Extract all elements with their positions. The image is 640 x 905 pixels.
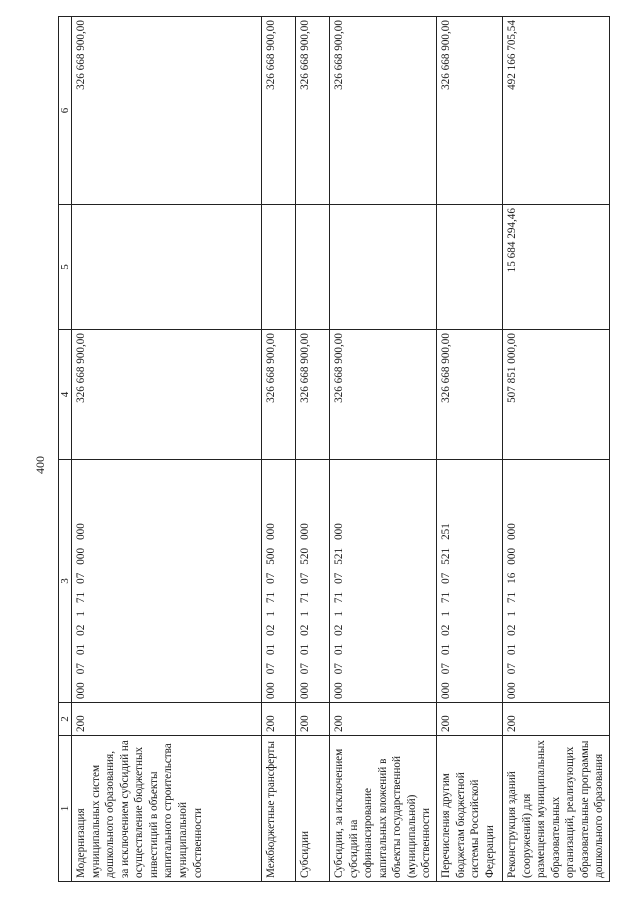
table-row bbox=[502, 17, 609, 882]
code-segment: 71 bbox=[333, 591, 345, 604]
table-row bbox=[262, 17, 296, 882]
code-segment: 07 bbox=[299, 572, 311, 584]
column-header: 6 bbox=[59, 17, 72, 205]
table-row bbox=[296, 17, 330, 882]
code-segment: 01 bbox=[505, 643, 518, 656]
budget-code-cell bbox=[330, 460, 437, 703]
code-segment: 07 bbox=[439, 572, 452, 584]
row-name-cell: Субсидии, за исключением субсидий на софинансирование капитальных вложений в объекты государственной (муниципальной) собственности bbox=[330, 736, 437, 882]
code-segment: 000 bbox=[505, 682, 518, 699]
table-row bbox=[72, 17, 262, 882]
code-segment: 000 bbox=[265, 523, 277, 540]
amount-col4-cell: 326 668 900,00 bbox=[330, 330, 437, 460]
row-name-cell: Субсидии bbox=[296, 736, 330, 882]
code-segment: 07 bbox=[333, 663, 345, 675]
budget-code-cell bbox=[502, 460, 609, 703]
admin-code-cell: 200 bbox=[72, 703, 262, 736]
code-segment: 251 bbox=[439, 523, 452, 540]
code-segment: 000 bbox=[265, 682, 277, 699]
code-segment: 02 bbox=[299, 624, 311, 636]
amount-col6-cell: 492 166 705,54 bbox=[502, 17, 609, 205]
column-header: 1 bbox=[59, 736, 72, 882]
code-segment: 71 bbox=[439, 591, 452, 604]
amount-col6-cell: 326 668 900,00 bbox=[436, 17, 502, 205]
code-segment: 01 bbox=[439, 643, 452, 656]
code-segment: 1 bbox=[299, 611, 311, 617]
code-segment: 71 bbox=[75, 591, 87, 604]
code-segment: 000 bbox=[333, 523, 345, 540]
code-segment: 07 bbox=[333, 572, 345, 584]
code-segment: 521 bbox=[333, 547, 345, 565]
amount-col5-cell: 15 684 294,46 bbox=[502, 205, 609, 330]
code-segment: 000 bbox=[75, 547, 87, 565]
budget-code-cell bbox=[296, 460, 330, 703]
code-segment: 71 bbox=[505, 591, 518, 604]
code-segment: 07 bbox=[265, 663, 277, 675]
amount-col6-cell: 326 668 900,00 bbox=[262, 17, 296, 205]
amount-col4-cell: 326 668 900,00 bbox=[436, 330, 502, 460]
column-header: 5 bbox=[59, 205, 72, 330]
code-segment: 000 bbox=[505, 547, 518, 565]
code-segment: 1 bbox=[75, 611, 87, 617]
admin-code-cell: 200 bbox=[330, 703, 437, 736]
rotated-table-wrapper bbox=[58, 17, 606, 882]
code-segment: 02 bbox=[265, 624, 277, 636]
code-segment: 02 bbox=[333, 624, 345, 636]
code-segment: 000 bbox=[299, 682, 311, 699]
amount-col5-cell bbox=[330, 205, 437, 330]
budget-code-cell bbox=[436, 460, 502, 703]
code-segment: 000 bbox=[299, 523, 311, 540]
row-name-cell: Модернизация муниципальных систем дошкольного образования, за исключением субсидий на осуществление бюджетных инвестиций в объекты капитального строительства муниципальной собственности bbox=[72, 736, 262, 882]
amount-col5-cell bbox=[262, 205, 296, 330]
amount-col5-cell bbox=[436, 205, 502, 330]
code-segment: 01 bbox=[265, 643, 277, 656]
column-number-row bbox=[59, 17, 72, 882]
column-header: 3 bbox=[59, 460, 72, 703]
column-header: 2 bbox=[59, 703, 72, 736]
code-segment: 71 bbox=[299, 591, 311, 604]
code-segment: 16 bbox=[505, 572, 518, 584]
row-name-cell: Межбюджетные трансферты bbox=[262, 736, 296, 882]
code-segment: 07 bbox=[75, 572, 87, 584]
page-number: 400 bbox=[33, 456, 47, 474]
admin-code-cell: 200 bbox=[436, 703, 502, 736]
code-segment: 01 bbox=[75, 643, 87, 656]
code-segment: 1 bbox=[265, 611, 277, 617]
amount-col4-cell: 507 851 000,00 bbox=[502, 330, 609, 460]
amount-col4-cell: 326 668 900,00 bbox=[72, 330, 262, 460]
code-segment: 000 bbox=[75, 682, 87, 699]
code-segment: 1 bbox=[439, 611, 452, 617]
code-segment: 02 bbox=[439, 624, 452, 636]
code-segment: 000 bbox=[75, 523, 87, 540]
column-header: 4 bbox=[59, 330, 72, 460]
code-segment: 07 bbox=[505, 663, 518, 675]
code-segment: 01 bbox=[333, 643, 345, 656]
amount-col6-cell: 326 668 900,00 bbox=[296, 17, 330, 205]
code-segment: 02 bbox=[75, 624, 87, 636]
amount-col6-cell: 326 668 900,00 bbox=[330, 17, 437, 205]
budget-table bbox=[58, 16, 610, 882]
amount-col5-cell bbox=[296, 205, 330, 330]
code-segment: 000 bbox=[439, 682, 452, 699]
code-segment: 520 bbox=[299, 547, 311, 565]
code-segment: 07 bbox=[265, 572, 277, 584]
code-segment: 07 bbox=[299, 663, 311, 675]
code-segment: 07 bbox=[439, 663, 452, 675]
table-row bbox=[436, 17, 502, 882]
amount-col4-cell: 326 668 900,00 bbox=[262, 330, 296, 460]
table-row bbox=[330, 17, 437, 882]
code-segment: 000 bbox=[333, 682, 345, 699]
code-segment: 1 bbox=[333, 611, 345, 617]
code-segment: 71 bbox=[265, 591, 277, 604]
budget-code-cell bbox=[72, 460, 262, 703]
code-segment: 500 bbox=[265, 547, 277, 565]
amount-col4-cell: 326 668 900,00 bbox=[296, 330, 330, 460]
code-segment: 01 bbox=[299, 643, 311, 656]
amount-col6-cell: 326 668 900,00 bbox=[72, 17, 262, 205]
code-segment: 000 bbox=[505, 523, 518, 540]
row-name-cell: Реконструкция зданий (сооружений) для размещения муниципальных образовательных организаций, реализующих образовательные программы дошкольного образования bbox=[502, 736, 609, 882]
code-segment: 521 bbox=[439, 547, 452, 565]
admin-code-cell: 200 bbox=[262, 703, 296, 736]
code-segment: 1 bbox=[505, 611, 518, 617]
admin-code-cell: 200 bbox=[296, 703, 330, 736]
code-segment: 07 bbox=[75, 663, 87, 675]
admin-code-cell: 200 bbox=[502, 703, 609, 736]
budget-code-cell bbox=[262, 460, 296, 703]
amount-col5-cell bbox=[72, 205, 262, 330]
row-name-cell: Перечисления другим бюджетам бюджетной системы Российской Федерации bbox=[436, 736, 502, 882]
code-segment: 02 bbox=[505, 624, 518, 636]
